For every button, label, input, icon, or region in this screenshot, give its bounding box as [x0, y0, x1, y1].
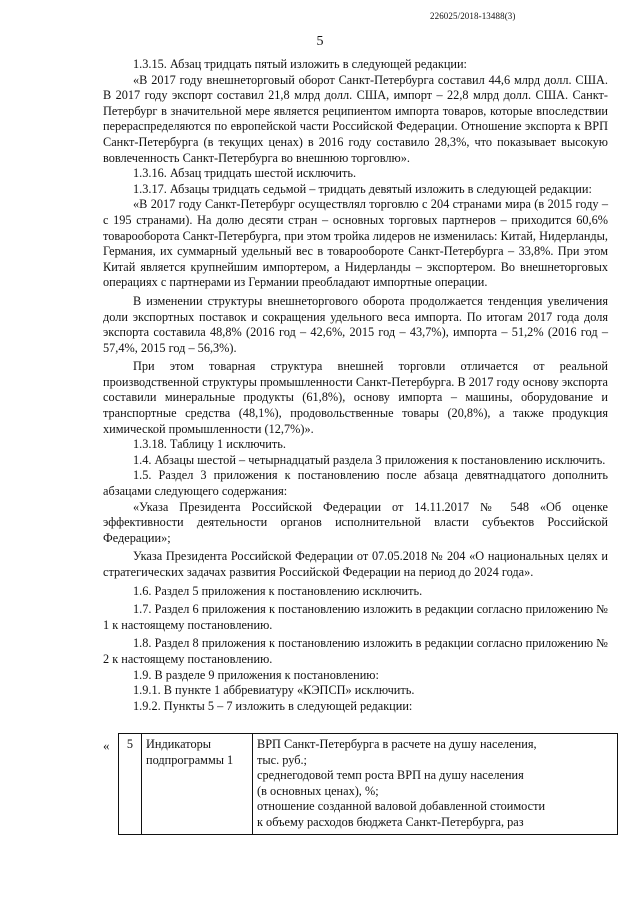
indicator-line: (в основных ценах), %;: [257, 783, 379, 798]
paragraph-1-9-1: 1.9.1. В пункте 1 аббревиатуру «КЭПСП» исключить.: [133, 683, 415, 698]
paragraph-1-3-16: 1.3.16. Абзац тридцать шестой исключить.: [133, 166, 357, 181]
paragraph-1-7: 1.7. Раздел 6 приложения к постановлению изложить в редакции согласно приложению № 1 к настоящему постановлению.: [103, 602, 608, 632]
paragraph-1-6: 1.6. Раздел 5 приложения к постановлению исключить.: [133, 583, 423, 598]
indicator-line: к объему расходов бюджета Санкт-Петербурга, раз: [257, 814, 524, 829]
indicators-table: [118, 733, 618, 835]
indicator-line: отношение созданной валовой добавленной стоимости: [257, 799, 546, 814]
paragraph-1-3-15: 1.3.15. Абзац тридцать пятый изложить в следующей редакции:: [133, 57, 467, 71]
table-row-name: Индикаторы подпрограммы 1: [142, 734, 253, 835]
document-id: 226025/2018-13488(3): [430, 11, 516, 21]
paragraph-1-4: 1.4. Абзацы шестой – четырнадцатый раздела 3 приложения к постановлению исключить.: [133, 452, 606, 467]
indicator-line: тыс. руб.;: [257, 752, 307, 767]
paragraph-1-8: 1.8. Раздел 8 приложения к постановлению изложить в редакции согласно приложению № 2 к настоящему постановлению.: [103, 636, 608, 666]
paragraph-1-9-2: 1.9.2. Пункты 5 – 7 изложить в следующей редакции:: [133, 698, 413, 713]
table-row: [119, 734, 618, 835]
paragraph-quote-partners: «В 2017 году Санкт-Петербург осуществлял торговлю с 204 странами мира (в 2015 году – с 195 странами). На долю десяти стран – основных торговых партнеров – приходится 60,6% товарооборота Санкт-Петербурга, при этом тройка лидеров не изменилась: Китай, Нидерланды, Германия, их суммарный удельный вес в товарообороте Санкт-Петербурга – 33,8%. При этом Китай является крупнейшим импортером, а Нидерланды – экспортером. Во внешнеторговых операциях с партнерами из Германии преобладают импортные операции.: [103, 197, 608, 290]
paragraph-decree-204: Указа Президента Российской Федерации от 07.05.2018 № 204 «О национальных целях и стратегических задачах развития Российской Федерации на период до 2024 года».: [103, 549, 608, 579]
paragraph-1-9: 1.9. В разделе 9 приложения к постановлению:: [133, 667, 379, 682]
page-number: 5: [316, 34, 324, 49]
indicator-line: ВРП Санкт-Петербурга в расчете на душу населения,: [257, 737, 537, 751]
document-body: [103, 57, 608, 714]
paragraph-1-5: 1.5. Раздел 3 приложения к постановлению после абзаца девятнадцатого дополнить абзацами следующего содержания:: [103, 468, 608, 499]
paragraph-structure: В изменении структуры внешнеторгового оборота продолжается тенденция увеличения доли экспортных поставок и сокращения удельного веса импорта. По итогам 2017 года доля экспорта составила 48,8% (2016 год – 42,6%, 2015 год – 43,7%), импорта – 51,2% (2016 год – 57,4%, 2015 год – 56,3%).: [103, 293, 608, 355]
paragraph-commodity: При этом товарная структура внешней торговли отличается от реальной производственной структуры промышленности Санкт-Петербурга. В 2017 году основу экспорта составили минеральные продукты (61,8%), основу импорта – машины, оборудование и транспортные средства (48,1%), продовольственные товары (20,8%), а также продукция химической промышленности (12,7%)».: [103, 359, 608, 436]
paragraph-1-3-18: 1.3.18. Таблицу 1 исключить.: [133, 437, 286, 452]
paragraph-quote-trade-2017: «В 2017 году внешнеторговый оборот Санкт-Петербурга составил 44,6 млрд долл. США. В 2017 году экспорт составил 21,8 млрд долл. США, импорт – 22,8 млрд долл. США. Санкт-Петербург в значительной мере является реципиентом импорта товаров, которые впоследствии перераспределяются по европейской части Российской Федерации. Отношение экспорта к ВРП Санкт-Петербурга (в текущих ценах) в 2016 году составило 28,3%, что показывает высокую вовлеченность Санкт-Петербурга во внешнюю торговлю».: [103, 72, 608, 165]
indicator-line: среднегодовой темп роста ВРП на душу населения: [257, 768, 524, 783]
table-open-quote: «: [103, 738, 110, 753]
table-row-number: 5: [119, 734, 142, 835]
table-row-indicators: [253, 734, 618, 835]
paragraph-decree-548: «Указа Президента Российской Федерации от 14.11.2017 № 548 «Об оценке эффективности деятельности органов исполнительной власти субъектов Российской Федерации»;: [103, 499, 608, 545]
paragraph-1-3-17: 1.3.17. Абзацы тридцать седьмой – тридцать девятый изложить в следующей редакции:: [133, 181, 592, 196]
